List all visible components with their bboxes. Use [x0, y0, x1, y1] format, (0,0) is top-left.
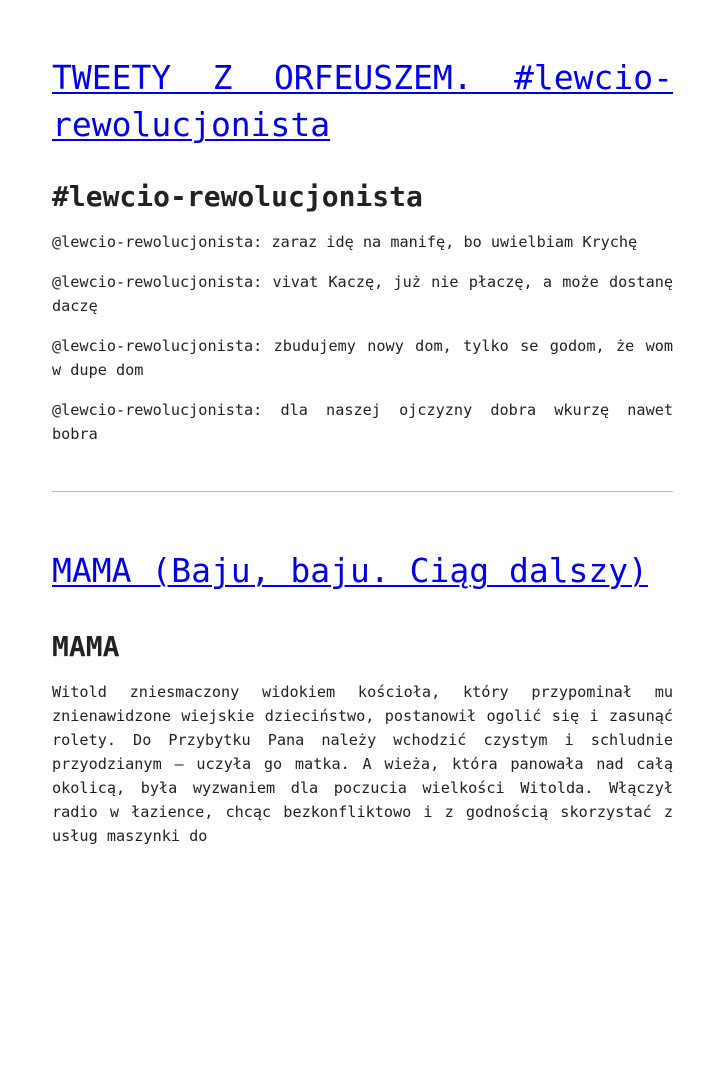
- post-paragraph: @lewcio-rewolucjonista: zaraz idę na manifę, bo uwielbiam Krychę: [52, 233, 638, 251]
- post-title-link[interactable]: TWEETY Z ORFEUSZEM. #lewcio-rewolucjonista: [52, 58, 673, 144]
- post-paragraph: @lewcio-rewolucjonista: zbudujemy nowy dom, tylko se godom, że wom w dupe dom: [52, 337, 673, 379]
- page: [0, 54, 725, 1078]
- post-heading: #lewcio-rewolucjonista: [52, 180, 423, 213]
- post-paragraph: Witold zniesmaczony widokiem kościoła, który przypominał mu znienawidzone wiejskie dzieciństwo, postanowił ogolić się i zasunąć rolety. Do Przybytku Pana należy wchodzić czystym i schludnie przyodzianym – uczyła go matka. A wieża, która panowała nad całą okolicą, była wyzwaniem dla poczucia wielkości Witolda. Włączył radio w łazience, chcąc bezkonfliktowo i z godnością skorzystać z usług maszynki do: [52, 683, 673, 845]
- post-title: [52, 547, 673, 594]
- post-tweety: [52, 54, 673, 446]
- post-paragraph: @lewcio-rewolucjonista: dla naszej ojczyzny dobra wkurzę nawet bobra: [52, 401, 673, 443]
- post-title: [52, 54, 673, 148]
- post-mama: [52, 547, 673, 848]
- post-heading: MAMA: [52, 630, 120, 663]
- post-title-link[interactable]: MAMA (Baju, baju. Ciąg dalszy): [52, 551, 649, 590]
- post-separator: [52, 491, 673, 492]
- post-paragraph: @lewcio-rewolucjonista: vivat Kaczę, już nie płaczę, a może dostanę daczę: [52, 273, 673, 315]
